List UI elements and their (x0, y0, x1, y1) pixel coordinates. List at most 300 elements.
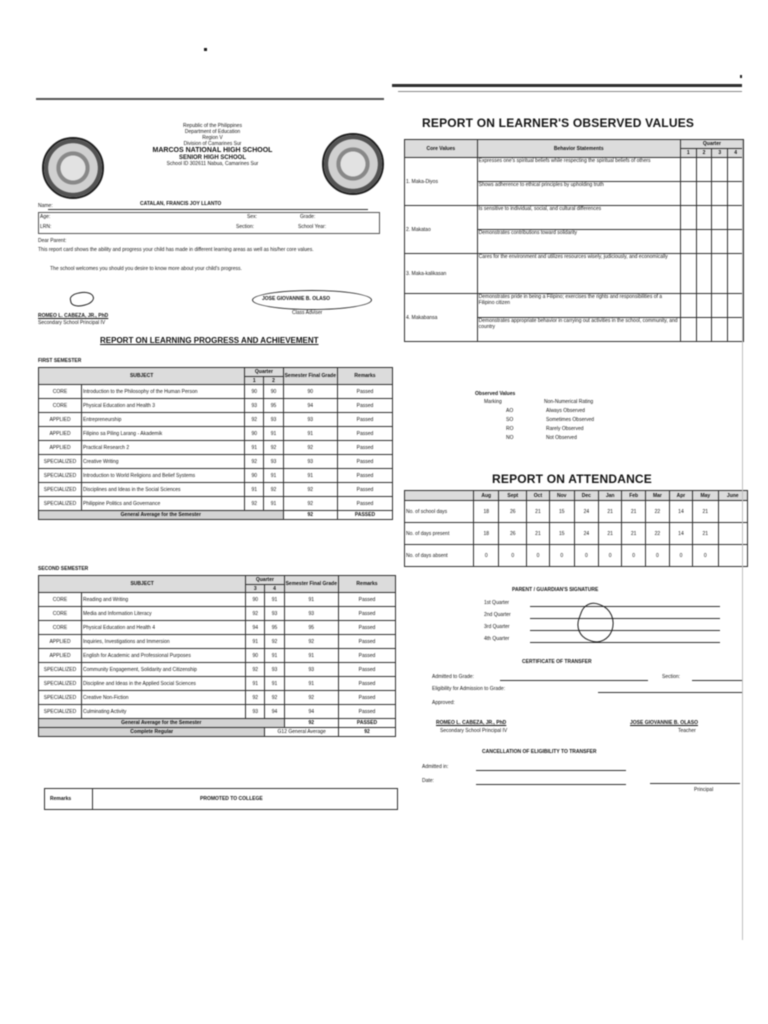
report-intro-paragraph: This report card shows the ability and progress your child has made in different learning areas as well as his/her core values. (38, 247, 314, 253)
quarter-rating-cell (696, 254, 712, 294)
behavior-statement: Demonstrates appropriate behavior in carrying out activities in the school, community, and country (477, 318, 680, 342)
sex-label: Sex: (247, 214, 258, 220)
remarks: Passed (338, 413, 393, 427)
remarks: Passed (338, 427, 393, 441)
remarks-header: Remarks (338, 368, 393, 385)
observed-values-title: REPORT ON LEARNER'S OBSERVED VALUES (422, 116, 695, 130)
month-header: Apr (669, 491, 692, 501)
subject-name: Entrepreneurship (82, 413, 245, 427)
core-value: 4. Makabansa (405, 294, 478, 342)
legend-rating-label: Non-Numerical Rating (544, 399, 594, 405)
quarter-grade-b: 95 (264, 399, 283, 413)
attendance-value: 0 (646, 545, 670, 567)
approved-label: Approved: (432, 700, 455, 706)
subject-type: SPECIALIZED (39, 455, 82, 469)
final-grade: 92 (283, 441, 337, 455)
header-line: Region V (202, 135, 223, 141)
signature-line (530, 630, 720, 631)
final-grade: 91 (283, 427, 337, 441)
subject-row (39, 483, 393, 497)
core-value: 3. Maka-kalikasan (405, 254, 478, 294)
attendance-row-label: No. of days absent (405, 545, 474, 567)
quarter-3-header: 3 (712, 149, 728, 158)
quarter-grade-b: 91 (264, 469, 283, 483)
final-grade: 93 (284, 663, 338, 677)
remarks: Passed (338, 399, 393, 413)
final-grade: 91 (284, 649, 338, 663)
quarter-3-header: 3 (246, 585, 265, 593)
principal-sign-line (650, 783, 740, 784)
attendance-value (718, 545, 747, 567)
subject-row (39, 385, 393, 399)
values-row (405, 294, 744, 318)
school-seal-logo (322, 133, 384, 195)
subject-type: APPLIED (39, 635, 82, 649)
final-grade: 93 (283, 413, 337, 427)
legend-description: Always Observed (546, 408, 585, 414)
attendance-value: 15 (549, 501, 574, 523)
attendance-value: 21 (527, 501, 550, 523)
transfer-teacher-title: Teacher (678, 728, 696, 734)
section-label: Section: (236, 224, 255, 230)
quarter-rating-cell (712, 254, 728, 294)
quarter-grade-a: 90 (245, 385, 264, 399)
header-line: Department of Education (184, 129, 241, 135)
attendance-value: 0 (622, 545, 646, 567)
quarter-grade-b: 91 (265, 677, 284, 691)
legend-item (498, 417, 658, 426)
quarter-grade-b: 91 (264, 497, 283, 511)
eligibility-label: Eligibility for Admission to Grade: (432, 686, 506, 692)
quarter-grade-a: 92 (246, 691, 265, 705)
scan-dot (740, 75, 742, 78)
subject-row (39, 607, 396, 621)
legend-mark: SO (506, 417, 514, 423)
remarks: Passed (338, 441, 393, 455)
quarter-grade-a: 92 (245, 455, 264, 469)
g12-general-average-value: 92 (339, 728, 396, 737)
school-year-label: School Year: (298, 224, 327, 230)
second-semester-table (38, 575, 396, 737)
attendance-table (404, 490, 748, 567)
quarter-grade-b: 92 (265, 691, 284, 705)
attendance-rows (405, 501, 748, 567)
final-grade: 94 (284, 705, 338, 719)
subject-name: Physical Education and Health 4 (82, 621, 246, 635)
legend-title: Observed Values (475, 391, 516, 397)
quarter-grade-a: 91 (245, 483, 264, 497)
attendance-value: 0 (669, 545, 692, 567)
quarter-grade-a: 94 (246, 621, 265, 635)
legend-item (498, 426, 658, 435)
header-line: School ID 302611 Nabua, Camarines Sur (166, 161, 259, 167)
behavior-statement: Cares for the environment and utilizes resources wisely, judiciously, and economically (477, 254, 680, 294)
subject-type: CORE (39, 607, 82, 621)
attendance-value: 15 (549, 523, 574, 545)
school-name: MARCOS NATIONAL HIGH SCHOOL (152, 147, 273, 154)
subject-header: SUBJECT (39, 576, 246, 593)
parent-sig-q4: 4th Quarter (484, 636, 510, 642)
second-semester-label: SECOND SEMESTER (38, 566, 89, 572)
attendance-value: 26 (499, 501, 527, 523)
quarter-rating-cell (712, 230, 728, 254)
quarter-header: Quarter (680, 140, 743, 149)
quarter-rating-cell (696, 206, 712, 230)
quarter-rating-cell (712, 182, 728, 206)
subject-row (39, 635, 396, 649)
final-grade: 90 (283, 385, 337, 399)
behavior-statement: Is sensitive to individual, social, and cultural differences (477, 206, 680, 230)
subject-name: Introduction to World Religions and Belief Systems (82, 469, 245, 483)
quarter-grade-a: 92 (245, 497, 264, 511)
core-value: 1. Maka-Diyos (405, 158, 478, 206)
quarter-rating-cell (680, 182, 696, 206)
behavior-statements-header: Behavior Statements (477, 140, 680, 158)
subject-name: Disciplines and Ideas in the Social Sciences (82, 483, 245, 497)
subject-type: SPECIALIZED (39, 663, 82, 677)
general-average-label: General Average for the Semester (39, 719, 285, 728)
legend-item (498, 408, 658, 417)
attendance-row-label: No. of school days (405, 501, 474, 523)
remarks-value: PROMOTED TO COLLEGE (200, 796, 263, 802)
attendance-value: 0 (499, 545, 527, 567)
attendance-value (718, 523, 747, 545)
quarter-rating-cell (680, 318, 696, 342)
attendance-value: 18 (474, 523, 499, 545)
subject-name: Discipline and Ideas in the Applied Social Sciences (82, 677, 246, 691)
month-header: May (693, 491, 718, 501)
final-grade: 93 (284, 607, 338, 621)
quarter-1-header: 1 (680, 149, 696, 158)
subject-name: English for Academic and Professional Purposes (82, 649, 246, 663)
remarks-label: Remarks (50, 796, 72, 802)
quarter-2-header: 2 (696, 149, 712, 158)
subject-type: APPLIED (39, 413, 82, 427)
subject-name: Community Engagement, Solidarity and Citizenship (82, 663, 246, 677)
progress-title: REPORT ON LEARNING PROGRESS AND ACHIEVEMENT (100, 336, 319, 345)
month-header: Oct (527, 491, 550, 501)
quarter-grade-b: 91 (265, 593, 284, 607)
cancellation-principal-label: Principal (694, 787, 714, 793)
quarter-rating-cell (712, 206, 728, 230)
attendance-value: 0 (693, 545, 718, 567)
quarter-2-header: 2 (264, 377, 283, 385)
attendance-value: 14 (669, 523, 692, 545)
quarter-grade-a: 92 (245, 413, 264, 427)
signature-line (530, 642, 720, 643)
g12-general-average-label: G12 General Average (265, 728, 339, 737)
subject-name: Creative Non-Fiction (82, 691, 246, 705)
remarks: Passed (339, 649, 396, 663)
final-grade: 94 (283, 399, 337, 413)
subject-name: Inquiries, Investigations and Immersion (82, 635, 246, 649)
field-line (476, 784, 626, 785)
behavior-statement: Demonstrates contributions toward solidarity (477, 230, 680, 254)
final-grade: 92 (284, 691, 338, 705)
core-values-header: Core Values (405, 140, 478, 158)
principal-signature (69, 290, 95, 309)
subject-name: Creative Writing (82, 455, 245, 469)
quarter-rating-cell (680, 206, 696, 230)
attendance-corner (405, 491, 474, 501)
student-info-box (38, 212, 380, 234)
subject-name: Reading and Writing (82, 593, 246, 607)
month-header: Sept (499, 491, 527, 501)
quarter-grade-a: 90 (245, 427, 264, 441)
quarter-rating-cell (696, 294, 712, 318)
quarter-grade-b: 94 (265, 705, 284, 719)
subject-type: CORE (39, 399, 82, 413)
remarks-divider (92, 788, 93, 810)
subject-row (39, 663, 396, 677)
month-header: Feb (622, 491, 646, 501)
subject-type: APPLIED (39, 427, 82, 441)
month-header: June (718, 491, 747, 501)
attendance-value: 21 (599, 523, 622, 545)
subject-type: SPECIALIZED (39, 469, 82, 483)
quarter-grade-b: 91 (265, 649, 284, 663)
subject-name: Culminating Activity (82, 705, 246, 719)
attendance-value: 0 (599, 545, 622, 567)
remarks: Passed (338, 455, 393, 469)
subject-type: CORE (39, 621, 82, 635)
quarter-rating-cell (680, 230, 696, 254)
remarks-header: Remarks (339, 576, 396, 593)
lrn-label: LRN: (40, 224, 52, 230)
subject-row (39, 705, 396, 719)
subject-type: SPECIALIZED (39, 497, 82, 511)
field-line (598, 692, 742, 693)
quarter-grade-a: 93 (245, 399, 264, 413)
subject-name: Media and Information Literacy (82, 607, 246, 621)
student-name: CATALAN, FRANCIS JOY LLANTO (140, 201, 222, 207)
first-semester-label: FIRST SEMESTER (38, 358, 82, 364)
values-row (405, 206, 744, 230)
final-grade-header: Semester Final Grade (284, 576, 338, 593)
remarks: Passed (339, 691, 396, 705)
legend-mark: RO (506, 426, 514, 432)
dear-parent: Dear Parent: (38, 238, 67, 244)
general-average-remarks: PASSED (338, 511, 393, 520)
quarter-grade-a: 90 (246, 649, 265, 663)
subject-row (39, 691, 396, 705)
quarter-grade-b: 93 (264, 455, 283, 469)
remarks: Passed (339, 677, 396, 691)
quarter-grade-b: 92 (264, 483, 283, 497)
report-welcome-paragraph: The school welcomes you should you desire to know more about your child's progress. (50, 266, 242, 272)
attendance-value: 0 (574, 545, 598, 567)
attendance-row-label: No. of days present (405, 523, 474, 545)
subject-row (39, 593, 396, 607)
first-semester-rows (39, 385, 393, 511)
quarter-rating-cell (680, 294, 696, 318)
quarter-rating-cell (696, 230, 712, 254)
school-header (110, 123, 315, 167)
attendance-value: 24 (574, 501, 598, 523)
quarter-grade-b: 93 (265, 607, 284, 621)
legend-description: Rarely Observed (546, 426, 584, 432)
quarter-grade-b: 95 (265, 621, 284, 635)
scan-edge-line (36, 98, 384, 100)
transfer-principal-title: Secondary School Principal IV (440, 728, 508, 734)
attendance-value: 22 (646, 501, 670, 523)
final-grade: 92 (283, 483, 337, 497)
attendance-value: 14 (669, 501, 692, 523)
attendance-value: 21 (622, 501, 646, 523)
subject-row (39, 399, 393, 413)
quarter-grade-b: 92 (264, 441, 283, 455)
subject-type: APPLIED (39, 649, 82, 663)
transfer-principal-name: ROMEO L. CABEZA, JR., PhD (436, 720, 507, 726)
attendance-value: 0 (527, 545, 550, 567)
behavior-statement: Expresses one's spiritual beliefs while respecting the spiritual beliefs of others (477, 158, 680, 182)
month-header: Aug (474, 491, 499, 501)
subject-row (39, 621, 396, 635)
attendance-value: 24 (574, 523, 598, 545)
attendance-value: 21 (622, 523, 646, 545)
quarter-4-header: 4 (728, 149, 744, 158)
scan-dot (204, 48, 207, 51)
final-grade: 91 (284, 677, 338, 691)
legend-description: Not Observed (546, 435, 577, 441)
values-row (405, 158, 744, 182)
subject-name: Filipino sa Piling Larang - Akademik (82, 427, 245, 441)
remarks: Passed (339, 607, 396, 621)
subject-type: CORE (39, 593, 82, 607)
observed-values-table (404, 139, 744, 342)
field-line (476, 770, 626, 771)
parent-sig-q1: 1st Quarter (484, 600, 510, 606)
remarks: Passed (338, 469, 393, 483)
final-grade: 95 (284, 621, 338, 635)
final-grade: 92 (283, 497, 337, 511)
behavior-statement: Demonstrates pride in being a Filipino; exercises the rights and responsibilities of a Filipino citizen (477, 294, 680, 318)
quarter-header: Quarter (245, 368, 283, 377)
quarter-4-header: 4 (265, 585, 284, 593)
final-grade: 91 (284, 593, 338, 607)
field-line (500, 680, 648, 681)
quarter-rating-cell (712, 318, 728, 342)
attendance-title: REPORT ON ATTENDANCE (492, 472, 652, 486)
legend-item (498, 435, 658, 444)
month-header: Jan (599, 491, 622, 501)
attendance-value: 22 (646, 523, 670, 545)
values-row (405, 254, 744, 294)
quarter-rating-cell (680, 254, 696, 294)
attendance-value: 0 (549, 545, 574, 567)
header-line: Division of Camarines Sur (183, 141, 242, 147)
parent-sig-q3: 3rd Quarter (484, 624, 510, 630)
remarks: Passed (339, 593, 396, 607)
subject-type: CORE (39, 385, 82, 399)
general-average-remarks: PASSED (339, 719, 396, 728)
quarter-grade-b: 92 (265, 635, 284, 649)
attendance-row (405, 501, 748, 523)
behavior-statement: Shows adherence to ethical principles by upholding truth (477, 182, 680, 206)
remarks: Passed (339, 705, 396, 719)
scan-edge-line (398, 91, 742, 92)
attendance-row (405, 545, 748, 567)
subject-row (39, 497, 393, 511)
subject-row (39, 427, 393, 441)
scan-edge-line (392, 84, 742, 87)
quarter-grade-a: 91 (246, 677, 265, 691)
first-semester-table (38, 367, 393, 520)
attendance-value: 21 (693, 501, 718, 523)
subject-row (39, 455, 393, 469)
quarter-rating-cell (696, 158, 712, 182)
subject-type: SPECIALIZED (39, 705, 82, 719)
month-header: Mar (646, 491, 670, 501)
principal-name: ROMEO L. CABEZA, JR., PhD (38, 313, 109, 319)
final-grade-header: Semester Final Grade (283, 368, 337, 385)
remarks: Passed (338, 497, 393, 511)
field-line (692, 680, 742, 681)
attendance-value (718, 501, 747, 523)
quarter-grade-a: 92 (246, 607, 265, 621)
date-label: Date: (422, 778, 434, 784)
remarks: Passed (338, 483, 393, 497)
month-header: Dec (574, 491, 598, 501)
subject-row (39, 441, 393, 455)
final-grade: 92 (284, 635, 338, 649)
remarks: Passed (339, 621, 396, 635)
name-underline (48, 209, 368, 210)
quarter-1-header: 1 (245, 377, 264, 385)
subject-name: Physical Education and Health 3 (82, 399, 245, 413)
quarter-grade-a: 93 (246, 705, 265, 719)
quarter-grade-a: 91 (246, 635, 265, 649)
completion-status: Complete Regular (39, 728, 265, 737)
attendance-row (405, 523, 748, 545)
legend-mark: AO (506, 408, 514, 414)
general-average-value: 92 (284, 719, 338, 728)
admitted-to-grade-label: Admitted to Grade: (432, 674, 474, 680)
final-grade: 93 (283, 455, 337, 469)
attendance-value: 21 (599, 501, 622, 523)
name-label: Name: (38, 203, 53, 209)
quarter-grade-a: 90 (245, 469, 264, 483)
legend-description: Sometimes Observed (546, 417, 595, 423)
signature-line (530, 606, 720, 607)
quarter-rating-cell (696, 182, 712, 206)
subject-type: SPECIALIZED (39, 483, 82, 497)
transfer-teacher-name: JOSE GIOVANNIE B. OLASO (630, 720, 698, 726)
quarter-grade-a: 90 (246, 593, 265, 607)
general-average-value: 92 (283, 511, 337, 520)
signature-line (530, 618, 720, 619)
quarter-rating-cell (680, 158, 696, 182)
age-label: Age: (40, 214, 51, 220)
quarter-rating-cell (712, 294, 728, 318)
remarks: Passed (338, 385, 393, 399)
core-value: 2. Makatao (405, 206, 478, 254)
cancellation-title: CANCELLATION OF ELIGIBILITY TO TRANSFER (482, 749, 597, 755)
header-line: Republic of the Philippines (183, 123, 242, 129)
principal-title: Secondary School Principal IV (38, 320, 106, 326)
final-grade: 91 (283, 469, 337, 483)
parent-sig-q2: 2nd Quarter (484, 612, 511, 618)
subject-name: Philippine Politics and Governance (82, 497, 245, 511)
quarter-grade-b: 93 (265, 663, 284, 677)
grade-label: Grade: (300, 214, 316, 220)
remarks: Passed (339, 663, 396, 677)
subject-type: APPLIED (39, 441, 82, 455)
legend-list (498, 408, 658, 444)
quarter-rating-cell (696, 318, 712, 342)
parent-signature-title: PARENT / GUARDIAN'S SIGNATURE (512, 587, 599, 593)
quarter-grade-b: 93 (264, 413, 283, 427)
